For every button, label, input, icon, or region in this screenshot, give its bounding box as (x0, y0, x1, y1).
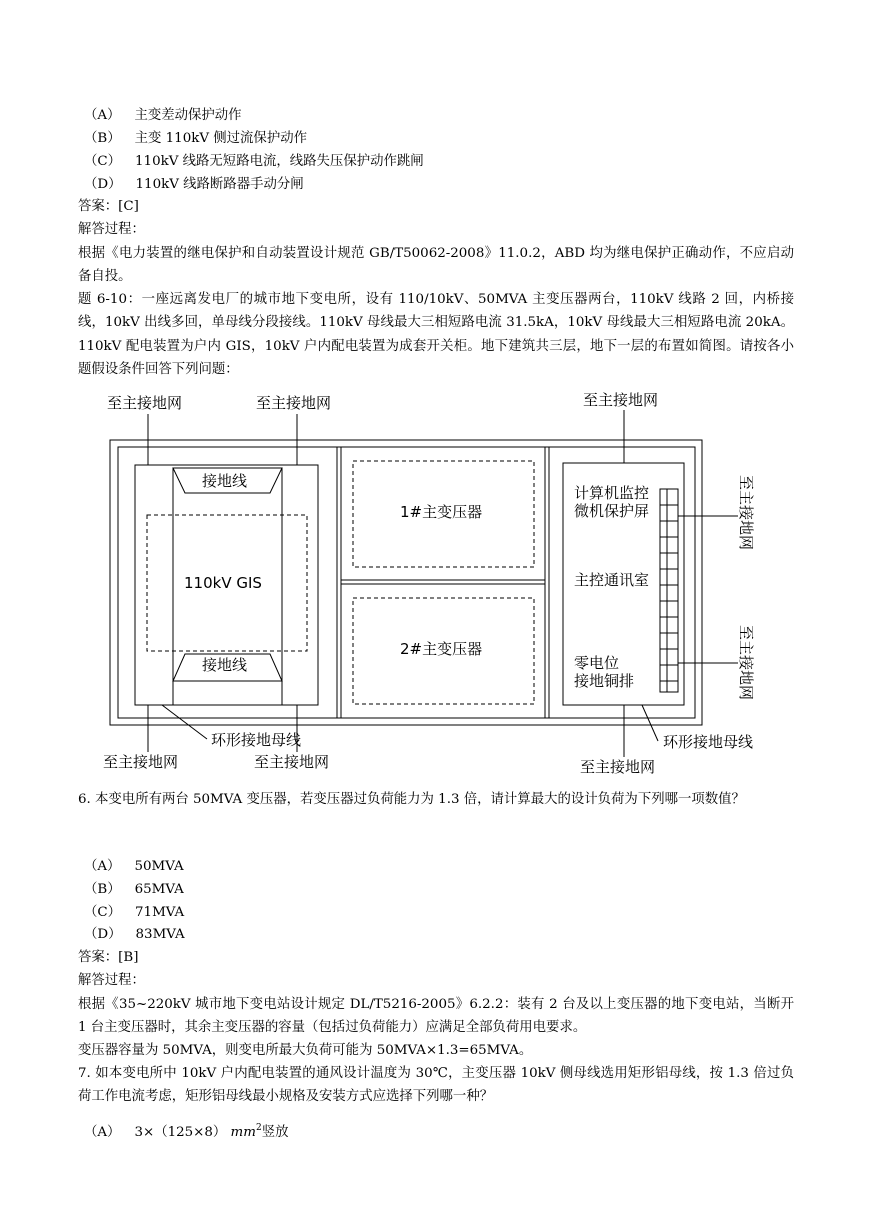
transformer1-label: 1#主变压器 (400, 503, 483, 521)
computer-monitor-label: 计算机监控 (574, 484, 650, 502)
problem-intro: 题 6-10：一座远离发电厂的城市地下变电所，设有 110/10kV、50MVA 主变压器两台，110kV 线路 2 回，内桥接线，10kV 出线多回，单母线分段接线。110kV 母线最大三相短路电流 31.5kA，10kV 母线最大三相短路电流 20kA。110kV 配电装置为户内 GIS，10kV 户内配电装置为成套开关柜。地下建筑共三层，地下一层的布置如简图。请按各小题假设条件回答下列问题： (78, 292, 794, 377)
micro-protection-label: 微机保护屏 (574, 502, 650, 520)
q6-option-b: （B） 65MVA (84, 882, 184, 897)
to-grid-label-bottom-right: 至主接地网 (580, 758, 656, 776)
q6-stem: 6. 本变电所有两台 50MVA 变压器，若变压器过负荷能力为 1.3 倍，请计算最大的设计负荷为下列哪一项数值？ (78, 792, 745, 807)
q6-process-label: 解答过程： (78, 973, 145, 988)
to-grid-label-right-lower: 至主接地网 (737, 625, 755, 701)
to-grid-label-bottom-left: 至主接地网 (103, 753, 179, 771)
prev-answer: 答案：[C] (78, 199, 139, 214)
ring-bus-label-right: 环形接地母线 (663, 733, 754, 751)
copper-bar-label: 接地铜排 (574, 672, 635, 690)
q6-solution-calc: 变压器容量为 50MVA，则变电所最大负荷可能为 50MVA×1.3=65MVA。 (78, 1043, 533, 1058)
ring-bus-label-left: 环形接地母线 (211, 731, 302, 749)
transformer2-label: 2#主变压器 (400, 640, 483, 658)
to-grid-label-top-middle: 至主接地网 (256, 394, 332, 412)
q6-option-c: （C） 71MVA (84, 905, 185, 920)
to-grid-label-bottom-middle: 至主接地网 (254, 753, 330, 771)
gis-label: 110kV GIS (184, 574, 262, 592)
zero-potential-label: 零电位 (574, 654, 620, 672)
q6-answer: 答案：[B] (78, 950, 139, 965)
prev-process-label: 解答过程： (78, 222, 145, 237)
q6-option-d: （D） 83MVA (84, 927, 185, 942)
main-control-room-label: 主控通讯室 (574, 571, 650, 589)
grounding-copper-bar (660, 489, 678, 692)
grounding-wire-label-top: 接地线 (202, 472, 248, 490)
q7-option-a: （A） 3×（125×8） $mm^2$竖放 (84, 1123, 289, 1140)
prev-option-a: （A） 主变差动保护动作 (84, 108, 242, 123)
prev-option-b: （B） 主变 110kV 侧过流保护动作 (84, 131, 307, 146)
prev-solution: 根据《电力装置的继电保护和自动装置设计规范 GB/T50062-2008》11.0.2，ABD 均为继电保护正确动作，不应启动备自投。 (78, 246, 794, 285)
to-grid-label-top-left: 至主接地网 (107, 394, 183, 412)
q7-stem: 7. 如本变电所中 10kV 户内配电装置的通风设计温度为 30℃，主变压器 10kV 侧母线选用矩形铝母线，按 1.3 倍过负荷工作电流考虑，矩形铝母线最小规格及安装方式应选择下列哪一种？ (78, 1066, 794, 1105)
q6-solution-rule: 根据《35~220kV 城市地下变电站设计规定 DL/T5216-2005》6.2.2：装有 2 台及以上变压器的地下变电站，当断开 1 台主变压器时，其余主变压器的容量（包括过负荷能力）应满足全部负荷用电要求。 (78, 997, 794, 1036)
to-grid-label-right-upper: 至主接地网 (737, 475, 755, 551)
grounding-wire-label-bottom: 接地线 (202, 656, 248, 674)
q6-option-a: （A） 50MVA (84, 859, 184, 874)
to-grid-label-top-right: 至主接地网 (583, 391, 659, 409)
prev-option-d: （D） 110kV 线路断路器手动分闸 (84, 177, 304, 192)
prev-option-c: （C） 110kV 线路无短路电流，线路失压保护动作跳闸 (84, 154, 424, 169)
